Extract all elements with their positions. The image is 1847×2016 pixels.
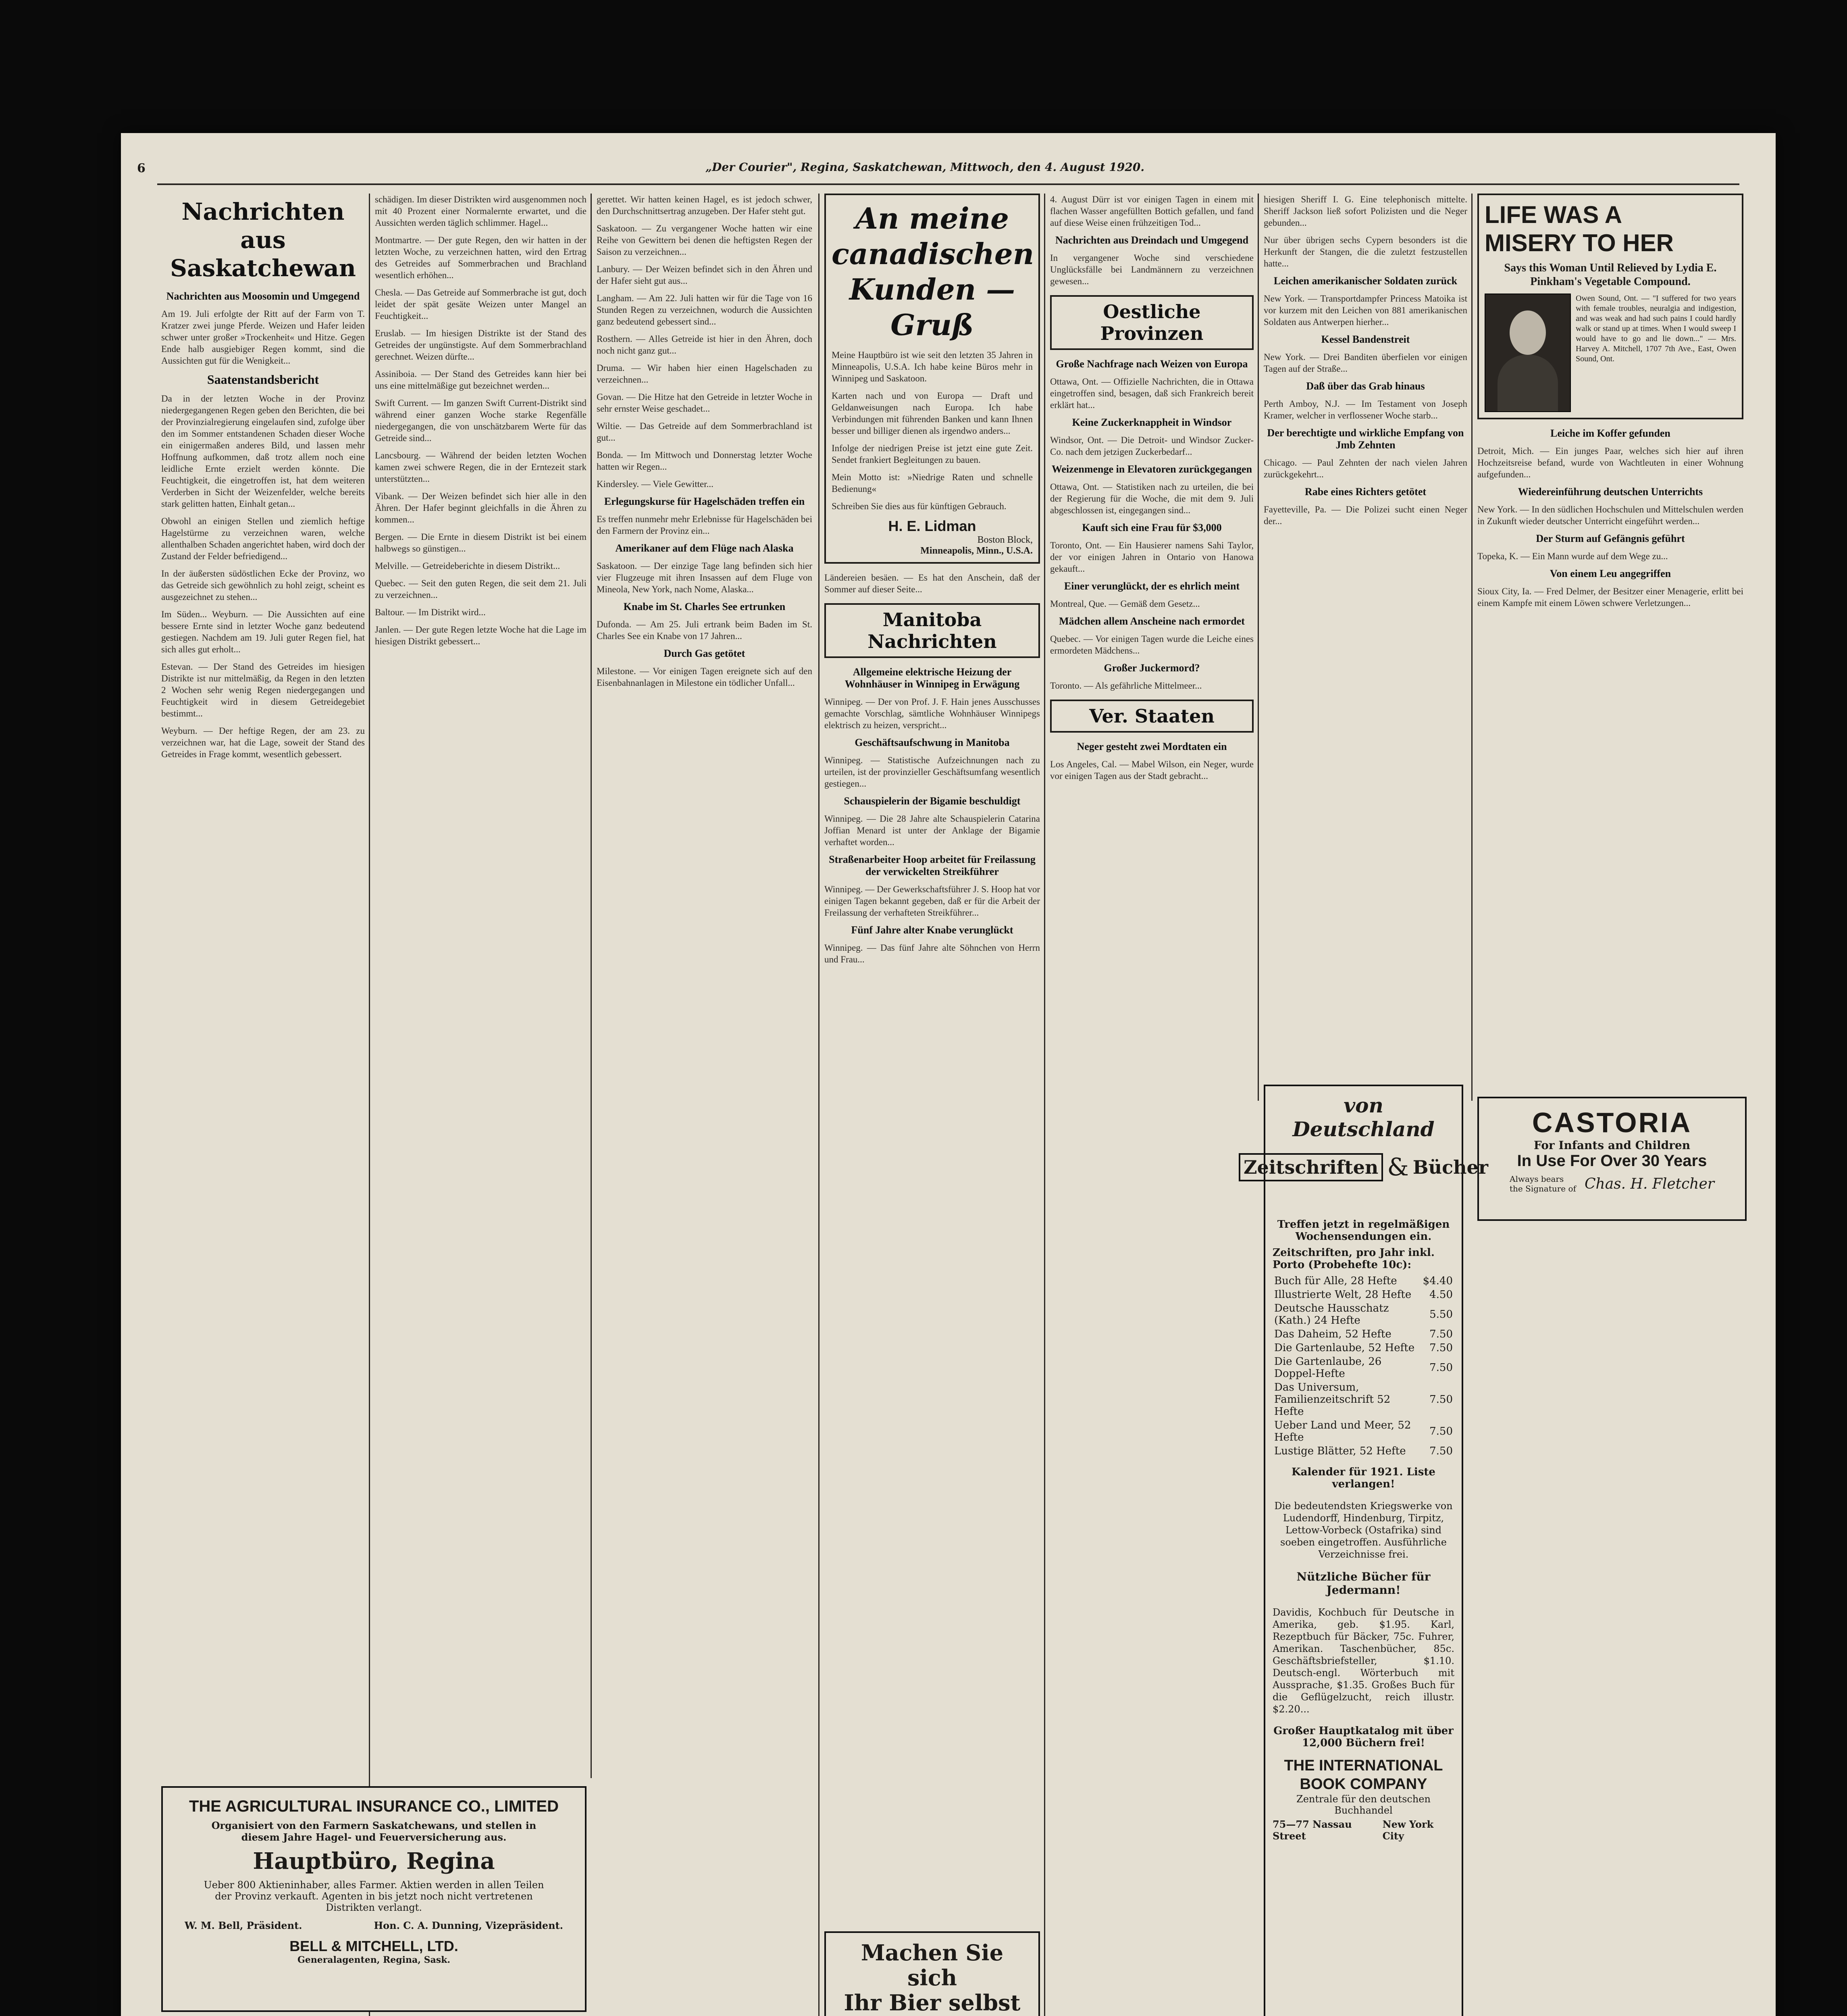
article-heading: Großer Juckermord?	[1104, 662, 1200, 674]
ad-office: Hauptbüro, Regina	[253, 1848, 495, 1874]
article-heading: Straßenarbeiter Hoop arbeitet für Freilassung der verwickelten Streikführer	[829, 854, 1036, 877]
article-text: Melville. — Getreideberichte in diesem Distrikt...	[375, 561, 560, 571]
article-heading: Der berechtigte und wirkliche Empfang von Jmb Zehnten	[1267, 427, 1464, 451]
article-heading: Erlegungskurse für Hagelschäden treffen ein	[604, 496, 805, 507]
ad-headline: LIFE WAS A	[1485, 201, 1622, 228]
article-text: New York. — Transportdampfer Princess Matoika ist vor kurzem mit den Leichen von 881 amerikanischen Soldaten aus Antwerpen hierher...	[1264, 294, 1467, 327]
article-heading: Mädchen allem Anscheine nach ermordet	[1059, 615, 1245, 627]
article-text: Toronto. — Als gefährliche Mittelmeer...	[1050, 681, 1202, 691]
article-text: Eruslab. — Im hiesigen Distrikte ist der Stand des Getreides der ungünstigste. Auf dem Sommerbrachland gerechnet. Weizen dürfte...	[375, 328, 587, 362]
lidman-ad	[824, 194, 1040, 564]
column-6	[1264, 194, 1467, 1093]
article-text: Winnipeg. — Der von Prof. J. F. Hain jenes Ausschusses gemachte Vorschlag, sämtliche Wohnhäuser Winnipegs elektrisch zu heizen, verspricht...	[824, 697, 1040, 730]
article-text: Winnipeg. — Der Gewerkschaftsführer J. S. Hoop hat vor einigen Tagen bekannt gegeben, daß er für die Arbeit der Freilassung der verhafteten Streikführer...	[824, 884, 1040, 918]
castoria-ad	[1477, 1097, 1747, 1221]
price-list-header: Zeitschriften, pro Jahr inkl. Porto (Probehefte 10c):	[1273, 1247, 1435, 1271]
article-text: gerettet. Wir hatten keinen Hagel, es ist jedoch schwer, den Durchschnittsertrag anzugeben. Der Hafer steht gut.	[597, 194, 812, 216]
article-heading: Kauft sich eine Frau für $3,000	[1082, 522, 1222, 533]
column-divider	[1258, 194, 1259, 1101]
article-text: Bonda. — Im Mittwoch und Donnerstag letzter Woche hatten wir Regen...	[597, 450, 812, 472]
ad-top-line: von Deutschland	[1292, 1093, 1435, 1141]
column-1	[161, 194, 365, 1778]
article-text: Windsor, Ont. — Die Detroit- und Windsor Zucker-Co. nach dem jetzigen Zuckerbedarf...	[1050, 435, 1254, 457]
article-heading: Leichen amerikanischer Soldaten zurück	[1273, 275, 1458, 287]
ad-ampersand: &	[1387, 1153, 1409, 1181]
page-number: 6	[137, 161, 146, 175]
article-heading: Schauspielerin der Bigamie beschuldigt	[844, 795, 1021, 807]
column-divider	[1471, 194, 1473, 1101]
article-text: Fayetteville, Pa. — Die Polizei sucht einen Neger der...	[1264, 504, 1467, 526]
article-text: Druma. — Wir haben hier einen Hagelschaden zu verzeichnen...	[597, 363, 812, 385]
ad-subhead: Nützliche Bücher für Jedermann!	[1296, 1570, 1431, 1597]
ad-intro: Treffen jetzt in regelmäßigen Wochensendungen ein.	[1277, 1218, 1450, 1243]
masthead-line: „Der Courier", Regina, Saskatchewan, Mittwoch, den 4. August 1920.	[705, 160, 1145, 174]
article-heading: Saatenstandsbericht	[207, 372, 319, 387]
price-row: Ueber Land und Meer, 52 Hefte 7.50	[1274, 1419, 1453, 1443]
price-row: Das Daheim, 52 Hefte 7.50	[1274, 1328, 1453, 1340]
article-text: Toronto, Ont. — Ein Hausierer namens Sahi Taylor, der vor einigen Jahren in Ontario von Hanowa gekauft...	[1050, 540, 1254, 574]
article-text: Wiltie. — Das Getreide auf dem Sommerbrachland ist gut...	[597, 421, 812, 443]
ad-headline: Ihr Bier selbst	[844, 1990, 1021, 2016]
column-7	[1477, 194, 1743, 1093]
article-heading: Wiedereinführung deutschen Unterrichts	[1518, 486, 1703, 498]
article-heading: Große Nachfrage nach Weizen von Europa	[1056, 358, 1248, 370]
price-row: Buch für Alle, 28 Hefte $4.40	[1274, 1275, 1453, 1287]
article-text: Vibank. — Der Weizen befindet sich hier alle in den Ähren. Der Hafer beginnt gleichfalls in die Ähren zu kommen...	[375, 491, 587, 525]
article-text: Ottawa, Ont. — Statistiken nach zu urteilen, die bei der Regierung für die Woche, die mit dem 9. Juli abgeschlossen ist, eingegangen sind...	[1050, 482, 1254, 515]
column-divider	[1044, 194, 1045, 2016]
ad-title-line: canadischen	[832, 237, 1034, 271]
price-row: Die Gartenlaube, 26 Doppel-Hefte 7.50	[1274, 1356, 1453, 1380]
article-heading: Nachrichten aus Dreindach und Umgegend	[1055, 234, 1249, 246]
article-heading: Daß über das Grab hinaus	[1306, 380, 1425, 392]
article-text: Kindersley. — Viele Gewitter...	[597, 479, 713, 489]
article-heading: Von einem Leu angegriffen	[1550, 568, 1671, 579]
article-text: hiesigen Sheriff I. G. Eine telephonisch mittelte. Sheriff Jackson ließ sofort Polizisten und die Neger gebunden...	[1264, 194, 1467, 228]
section-title: Ver. Staaten	[1050, 700, 1254, 733]
article-text: Obwohl an einigen Stellen und ziemlich heftige Hagelstürme zu verzeichnen waren, welche allenthalben Schaden angerichtet haben, wird doch der Zustand der Felder befriedigend...	[161, 516, 365, 561]
ad-vice-president: Hon. C. A. Dunning, Vizepräsident.	[374, 1920, 563, 1931]
ad-headline: CASTORIA	[1532, 1107, 1692, 1138]
woman-portrait	[1485, 294, 1571, 412]
article-text: Es treffen nunmehr mehr Erlebnisse für Hagelschäden bei den Farmern der Provinz ein...	[597, 514, 812, 536]
article-text: Estevan. — Der Stand des Getreides im hiesigen Distrikte ist nur mittelmäßig, da Regen in den letzten 2 Wochen sehr wenig Regen niedergegangen und Feuchtigkeit wird in diesem Getreidegebiet bestimmt...	[161, 662, 365, 719]
article-text: Swift Current. — Im ganzen Swift Current-Distrikt sind während einer ganzen Woche starke Regenfälle niedergegangen, die von unschätzbarem Werte für das Getreide sind...	[375, 398, 587, 443]
signature: Chas. H. Fletcher	[1585, 1175, 1714, 1192]
column-5	[1050, 194, 1254, 2016]
ad-headline: Machen Sie sich	[861, 1940, 1004, 1991]
ad-text: Davidis, Kochbuch für Deutsche in Amerika, geb. $1.95. Karl, Rezeptbuch für Bäcker, 75c. Fuhrer, Amerikan. Taschenbücher, 85c. Geschäftsbriefsteller, $1.10. Deutsch-engl. Wörterbuch mit Aussprache, $1.35. Großes Buch für die Geflügelzucht, reich illustr. $2.20...	[1273, 1607, 1454, 1715]
ad-word: Bücher	[1412, 1156, 1489, 1178]
article-heading: Allgemeine elektrische Heizung der Wohnhäuser in Winnipeg in Erwägung	[844, 666, 1020, 690]
price-row: Die Gartenlaube, 52 Hefte 7.50	[1274, 1342, 1453, 1354]
article-text: Winnipeg. — Statistische Aufzeichnungen nach zu urteilen, ist der provinzieller Geschäftsumfang wesentlich gestiegen...	[824, 755, 1040, 789]
article-text: Weyburn. — Der heftige Regen, der am 23. zu verzeichnen war, hat die Lage, soweit der Stand des Getreides in Frage kommt, wesentlich gebessert.	[161, 726, 365, 759]
article-text: Bergen. — Die Ernte in diesem Distrikt ist bei einem halbwegs so günstigen...	[375, 532, 587, 554]
article-text: 4. August Dürr ist vor einigen Tagen in einem mit flachen Wasser angefüllten Bottich gefallen, und fand auf diese Weise einen frühzeitigen Tod...	[1050, 194, 1254, 228]
ad-subhead: In Use For Over 30 Years	[1517, 1152, 1707, 1170]
ad-headline: THE AGRICULTURAL INSURANCE CO., LIMITED	[189, 1797, 559, 1815]
company-sub: Zentrale für den deutschen Buchhandel	[1296, 1793, 1431, 1816]
article-text: Montreal, Que. — Gemäß dem Gesetz...	[1050, 599, 1200, 609]
article-text: In der äußersten südöstlichen Ecke der Provinz, wo das Getreide sich gewöhnlich zu hohl zeigt, scheint es ausgezeichnet zu stehen...	[161, 569, 365, 602]
company-address: 75—77 Nassau Street	[1273, 1818, 1352, 1842]
ad-text: Schreiben Sie dies aus für künftigen Gebrauch.	[832, 501, 1007, 511]
ad-text: Meine Hauptbüro ist wie seit den letzten 35 Jahren in Minneapolis, U.S.A. Ich habe keine Büros mehr in Winnipeg und Saskatoon.	[832, 350, 1033, 383]
ad-body: Owen Sound, Ont. — "I suffered for two years with female troubles, neuralgia and indigestion, and was weak and had such pains I could hardly walk or stand up at times. When I would sweep I would have to go and lie down..." — Mrs. Harvey A. Mitchell, 1707 7th Ave., East, Owen Sound, Ont.	[1576, 294, 1736, 363]
column-2	[375, 194, 587, 1778]
article-text: Am 19. Juli erfolgte der Ritt auf der Farm von T. Kratzer zwei junge Pferde. Weizen und Hafer leiden schwer unter großer »Trockenheit« und Hitze. Gegen Ende halb ausgiebiger Regen kommt, sind die Aussichten gut für die Wenigkeit...	[161, 309, 365, 366]
beer-ad	[824, 1931, 1040, 2016]
ad-banner	[1243, 1093, 1489, 1214]
article-heading: Amerikaner auf dem Flüge nach Alaska	[615, 542, 794, 554]
article-heading: Nachrichten aus Moosomin und Umgegend	[166, 290, 360, 302]
price-row: Illustrierte Welt, 28 Hefte 4.50	[1274, 1289, 1453, 1301]
article-text: Quebec. — Seit den guten Regen, die seit dem 21. Juli zu verzeichnen...	[375, 578, 587, 600]
article-text: Sioux City, Ia. — Fred Delmer, der Besitzer einer Menagerie, erlitt bei einem Kampfe mit einem Löwen schwere Verletzungen...	[1477, 586, 1743, 608]
article-text: Chesla. — Das Getreide auf Sommerbrache ist gut, doch leidet der spät gesäte Weizen unter Mangel an Feuchtigkeit...	[375, 287, 587, 321]
ad-address: Boston Block,	[977, 535, 1033, 545]
article-heading: Leiche im Koffer gefunden	[1550, 427, 1670, 439]
column-divider	[591, 194, 592, 1778]
company-city: New York City	[1382, 1818, 1434, 1842]
article-text: Saskatoon. — Zu vergangener Woche hatten wir eine Reihe von Gewittern bei denen die heftigsten Regen der Saison zu verzeichnen...	[597, 223, 812, 257]
article-text: Govan. — Die Hitze hat den Getreide in letzter Woche in sehr ernster Weise geschadet...	[597, 392, 812, 414]
price-list	[1273, 1274, 1454, 1458]
article-text: Assiniboia. — Der Stand des Getreides kann hier bei uns eine mittelmäßige gut bezeichnet werden...	[375, 369, 587, 391]
newspaper-page	[121, 133, 1776, 2016]
article-text: Milestone. — Vor einigen Tagen ereignete sich auf den Eisenbahnanlagen in Milestone ein tödlicher Unfall...	[597, 666, 812, 688]
ad-text: Karten nach und von Europa — Draft und Geldanweisungen nach Europa. Ich habe Verbindungen mit führenden Banken und kann Ihnen besser und billiger dienen als irgendwo anders...	[832, 391, 1033, 436]
article-text: Im Süden... Weyburn. — Die Aussichten auf eine bessere Ernte sind in letzter Woche ganz bedeutend gestiegen. Nachdem am 19. Juli guter Regen fiel, hat sich alles gut erholt...	[161, 609, 365, 654]
article-heading: Fünf Jahre alter Knabe verunglückt	[851, 924, 1013, 936]
pinkham-ad	[1477, 194, 1743, 419]
ad-text: Die bedeutendsten Kriegswerke von Ludendorff, Hindenburg, Tirpitz, Lettow-Vorbeck (Ostafrika) sind soeben eingetroffen. Ausführliche Verzeichnisse frei.	[1274, 1500, 1453, 1560]
article-text: Los Angeles, Cal. — Mabel Wilson, ein Neger, wurde vor einigen Tagen aus der Stadt gebracht...	[1050, 759, 1254, 781]
article-text: Topeka, K. — Ein Mann wurde auf dem Wege zu...	[1477, 551, 1668, 561]
price-row: Lustige Blätter, 52 Hefte 7.50	[1274, 1445, 1453, 1457]
price-row: Deutsche Hausschatz (Kath.) 24 Hefte 5.50	[1274, 1302, 1453, 1327]
article-text: Chicago. — Paul Zehnten der nach vielen Jahren zurückgekehrt...	[1264, 458, 1467, 479]
ad-catalog: Großer Hauptkatalog mit über 12,000 Büchern frei!	[1273, 1725, 1454, 1749]
book-company-ad	[1243, 1085, 1489, 2016]
article-heading: Geschäftsaufschwung in Manitoba	[855, 737, 1010, 748]
agricultural-insurance-ad	[161, 1786, 587, 2012]
ad-text: Infolge der niedrigen Preise ist jetzt eine gute Zeit. Sendet frankiert Begleitungen zu bauen.	[832, 443, 1033, 465]
ad-title-line: Gruß	[890, 308, 974, 342]
ad-title-line: Kunden —	[849, 272, 1015, 306]
article-heading: Durch Gas getötet	[664, 648, 745, 659]
ad-subhead: Says this Woman Until Relieved by Lydia E. Pinkham's Vegetable Compound.	[1504, 262, 1717, 288]
article-text: Janlen. — Der gute Regen letzte Woche hat die Lage im hiesigen Distrikt gebessert...	[375, 625, 587, 646]
ad-signature: H. E. Lidman	[888, 518, 976, 534]
article-heading: Kessel Bandenstreit	[1321, 333, 1410, 345]
column-4	[824, 194, 1040, 2016]
article-text: Nur über übrigen sechs Cypern besonders ist die Herkunft der Stangen, die die zuletzt festzustellen hatte...	[1264, 235, 1467, 269]
article-heading: Weizenmenge in Elevatoren zurückgegangen	[1051, 463, 1252, 475]
ad-headline: MISERY TO HER	[1485, 229, 1674, 256]
ad-president: W. M. Bell, Präsident.	[185, 1920, 302, 1931]
column-divider	[369, 194, 370, 2016]
article-text: Lanbury. — Der Weizen befindet sich in den Ähren und der Hafer sieht gut aus...	[597, 264, 812, 286]
article-text: Langham. — Am 22. Juli hatten wir für die Tage von 16 Stunden Regen zu verzeichnen, wodurch die Aussichten ganz bedeutend gebessert sind...	[597, 293, 812, 327]
ad-title-line: An meine	[855, 201, 1009, 235]
ad-word: Zeitschriften	[1239, 1153, 1383, 1181]
article-text: Baltour. — Im Distrikt wird...	[375, 607, 486, 617]
article-text: Montmartre. — Der gute Regen, den wir hatten in der letzten Woche, zu verzeichnen hatten, wird den Ertrag des Getreides auf Sommerbrachen und Brachland wesentlich erhöhen...	[375, 235, 587, 280]
column-divider	[818, 194, 820, 2016]
article-heading: Rabe eines Richters getötet	[1304, 486, 1427, 498]
article-text: Detroit, Mich. — Ein junges Paar, welches sich hier auf ihren Hochzeitsreise befand, wurde von Wachtleuten in einer Wohnung aufgefunden...	[1477, 446, 1743, 479]
article-text: Quebec. — Vor einigen Tagen wurde die Leiche eines ermordeten Mädchens...	[1050, 634, 1254, 656]
section-title: Nachrichten aus Saskatchewan	[170, 198, 356, 282]
article-text: Ländereien besäen. — Es hat den Anschein, daß der Sommer auf dieser Seite...	[824, 573, 1040, 594]
column-3	[597, 194, 812, 2016]
article-heading: Keine Zuckerknappheit in Windsor	[1072, 417, 1232, 428]
article-text: Da in der letzten Woche in der Provinz niedergegangenen Regen geben den Berichten, die bei der Provinzialregierung eingelaufen sind, zufolge über den im Sommer entstandenen Schaden dieser Woche ein einigermaßen anderes Bild, und lassen mehr Hoffnung aufkommen, daß trotz allem noch eine leidliche Ernte erzielt werden könnte. Die Feuchtigkeit, die eingetroffen ist, hat dem weiteren Verderben in Sicht der Weizenfelder, welche bereits stark gelitten hatten, Einhalt getan...	[161, 394, 365, 509]
article-text: New York. — In den südlichen Hochschulen und Mittelschulen werden in Zukunft wieder deutscher Unterricht eingeführt werden...	[1477, 504, 1743, 526]
article-heading: Der Sturm auf Gefängnis geführt	[1536, 533, 1685, 544]
ad-text: Mein Motto ist: »Niedrige Raten und schnelle Bedienung«	[832, 472, 1033, 494]
article-heading: Knabe im St. Charles See ertrunken	[623, 601, 786, 612]
article-text: In vergangener Woche sind verschiedene Unglücksfälle bei Landmännern zu verzeichnen gewesen...	[1050, 253, 1254, 286]
ad-note: Always bears the Signature of	[1510, 1174, 1576, 1193]
article-text: Dufonda. — Am 25. Juli ertrank beim Baden im St. Charles See ein Knabe von 17 Jahren...	[597, 619, 812, 641]
article-text: New York. — Drei Banditen überfielen vor einigen Tagen auf der Straße...	[1264, 352, 1467, 374]
article-text: Ottawa, Ont. — Offizielle Nachrichten, die in Ottawa eingetroffen sind, besagen, daß sich Frankreich bereit erklärt hat...	[1050, 377, 1254, 410]
article-heading: Neger gesteht zwei Mordtaten ein	[1077, 741, 1227, 752]
ad-agents-sub: Generalagenten, Regina, Sask.	[297, 1955, 451, 1965]
ad-city: Minneapolis, Minn., U.S.A.	[920, 546, 1033, 556]
article-text: Perth Amboy, N.J. — Im Testament von Joseph Kramer, welcher in verflossener Woche starb...	[1264, 399, 1467, 421]
article-text: schädigen. Im dieser Distrikten wird ausgenommen noch mit 40 Prozent einer Normalernte erwartet, und die Aussichten werden täglich schlimmer. Hagel...	[375, 194, 587, 228]
ad-text: Ueber 800 Aktieninhaber, alles Farmer. Aktien werden in allen Teilen der Provinz verkauft. Agenten in bis jetzt noch nicht vertretenen Distrikten verlangt.	[204, 1879, 544, 1913]
section-title: Oestliche Provinzen	[1050, 295, 1254, 350]
ad-agents: BELL & MITCHELL, LTD.	[289, 1938, 458, 1954]
article-text: Winnipeg. — Die 28 Jahre alte Schauspielerin Catarina Joffian Menard ist unter der Anklage der Bigamie verhaftet worden...	[824, 814, 1040, 847]
article-text: Lancsbourg. — Während der beiden letzten Wochen kamen zwei schwere Regen, die in der Erntezeit stark unterstützten...	[375, 450, 587, 484]
company-name: THE INTERNATIONAL BOOK COMPANY	[1284, 1757, 1443, 1793]
ad-kalender: Kalender für 1921. Liste verlangen!	[1292, 1466, 1435, 1490]
article-text: Saskatoon. — Der einzige Tage lang befinden sich hier vier Flugzeuge mit ihren Insassen auf dem Fluge von Mineola, New York, nach Nome, Alaska...	[597, 561, 812, 594]
section-title: Manitoba Nachrichten	[824, 603, 1040, 658]
price-row: Das Universum, Familienzeitschrift 52 Hefte 7.50	[1274, 1381, 1453, 1418]
masthead-rule	[157, 183, 1739, 185]
article-heading: Einer verunglückt, der es ehrlich meint	[1064, 580, 1240, 592]
article-text: Winnipeg. — Das fünf Jahre alte Söhnchen von Herrn und Frau...	[824, 943, 1040, 964]
ad-subhead: Organisiert von den Farmern Saskatchewans, und stellen in diesem Jahre Hagel- und Feuerversicherung aus.	[211, 1820, 537, 1843]
ad-subhead: For Infants and Children	[1533, 1139, 1691, 1152]
article-text: Rosthern. — Alles Getreide ist hier in den Ähren, doch noch nicht ganz gut...	[597, 334, 812, 356]
